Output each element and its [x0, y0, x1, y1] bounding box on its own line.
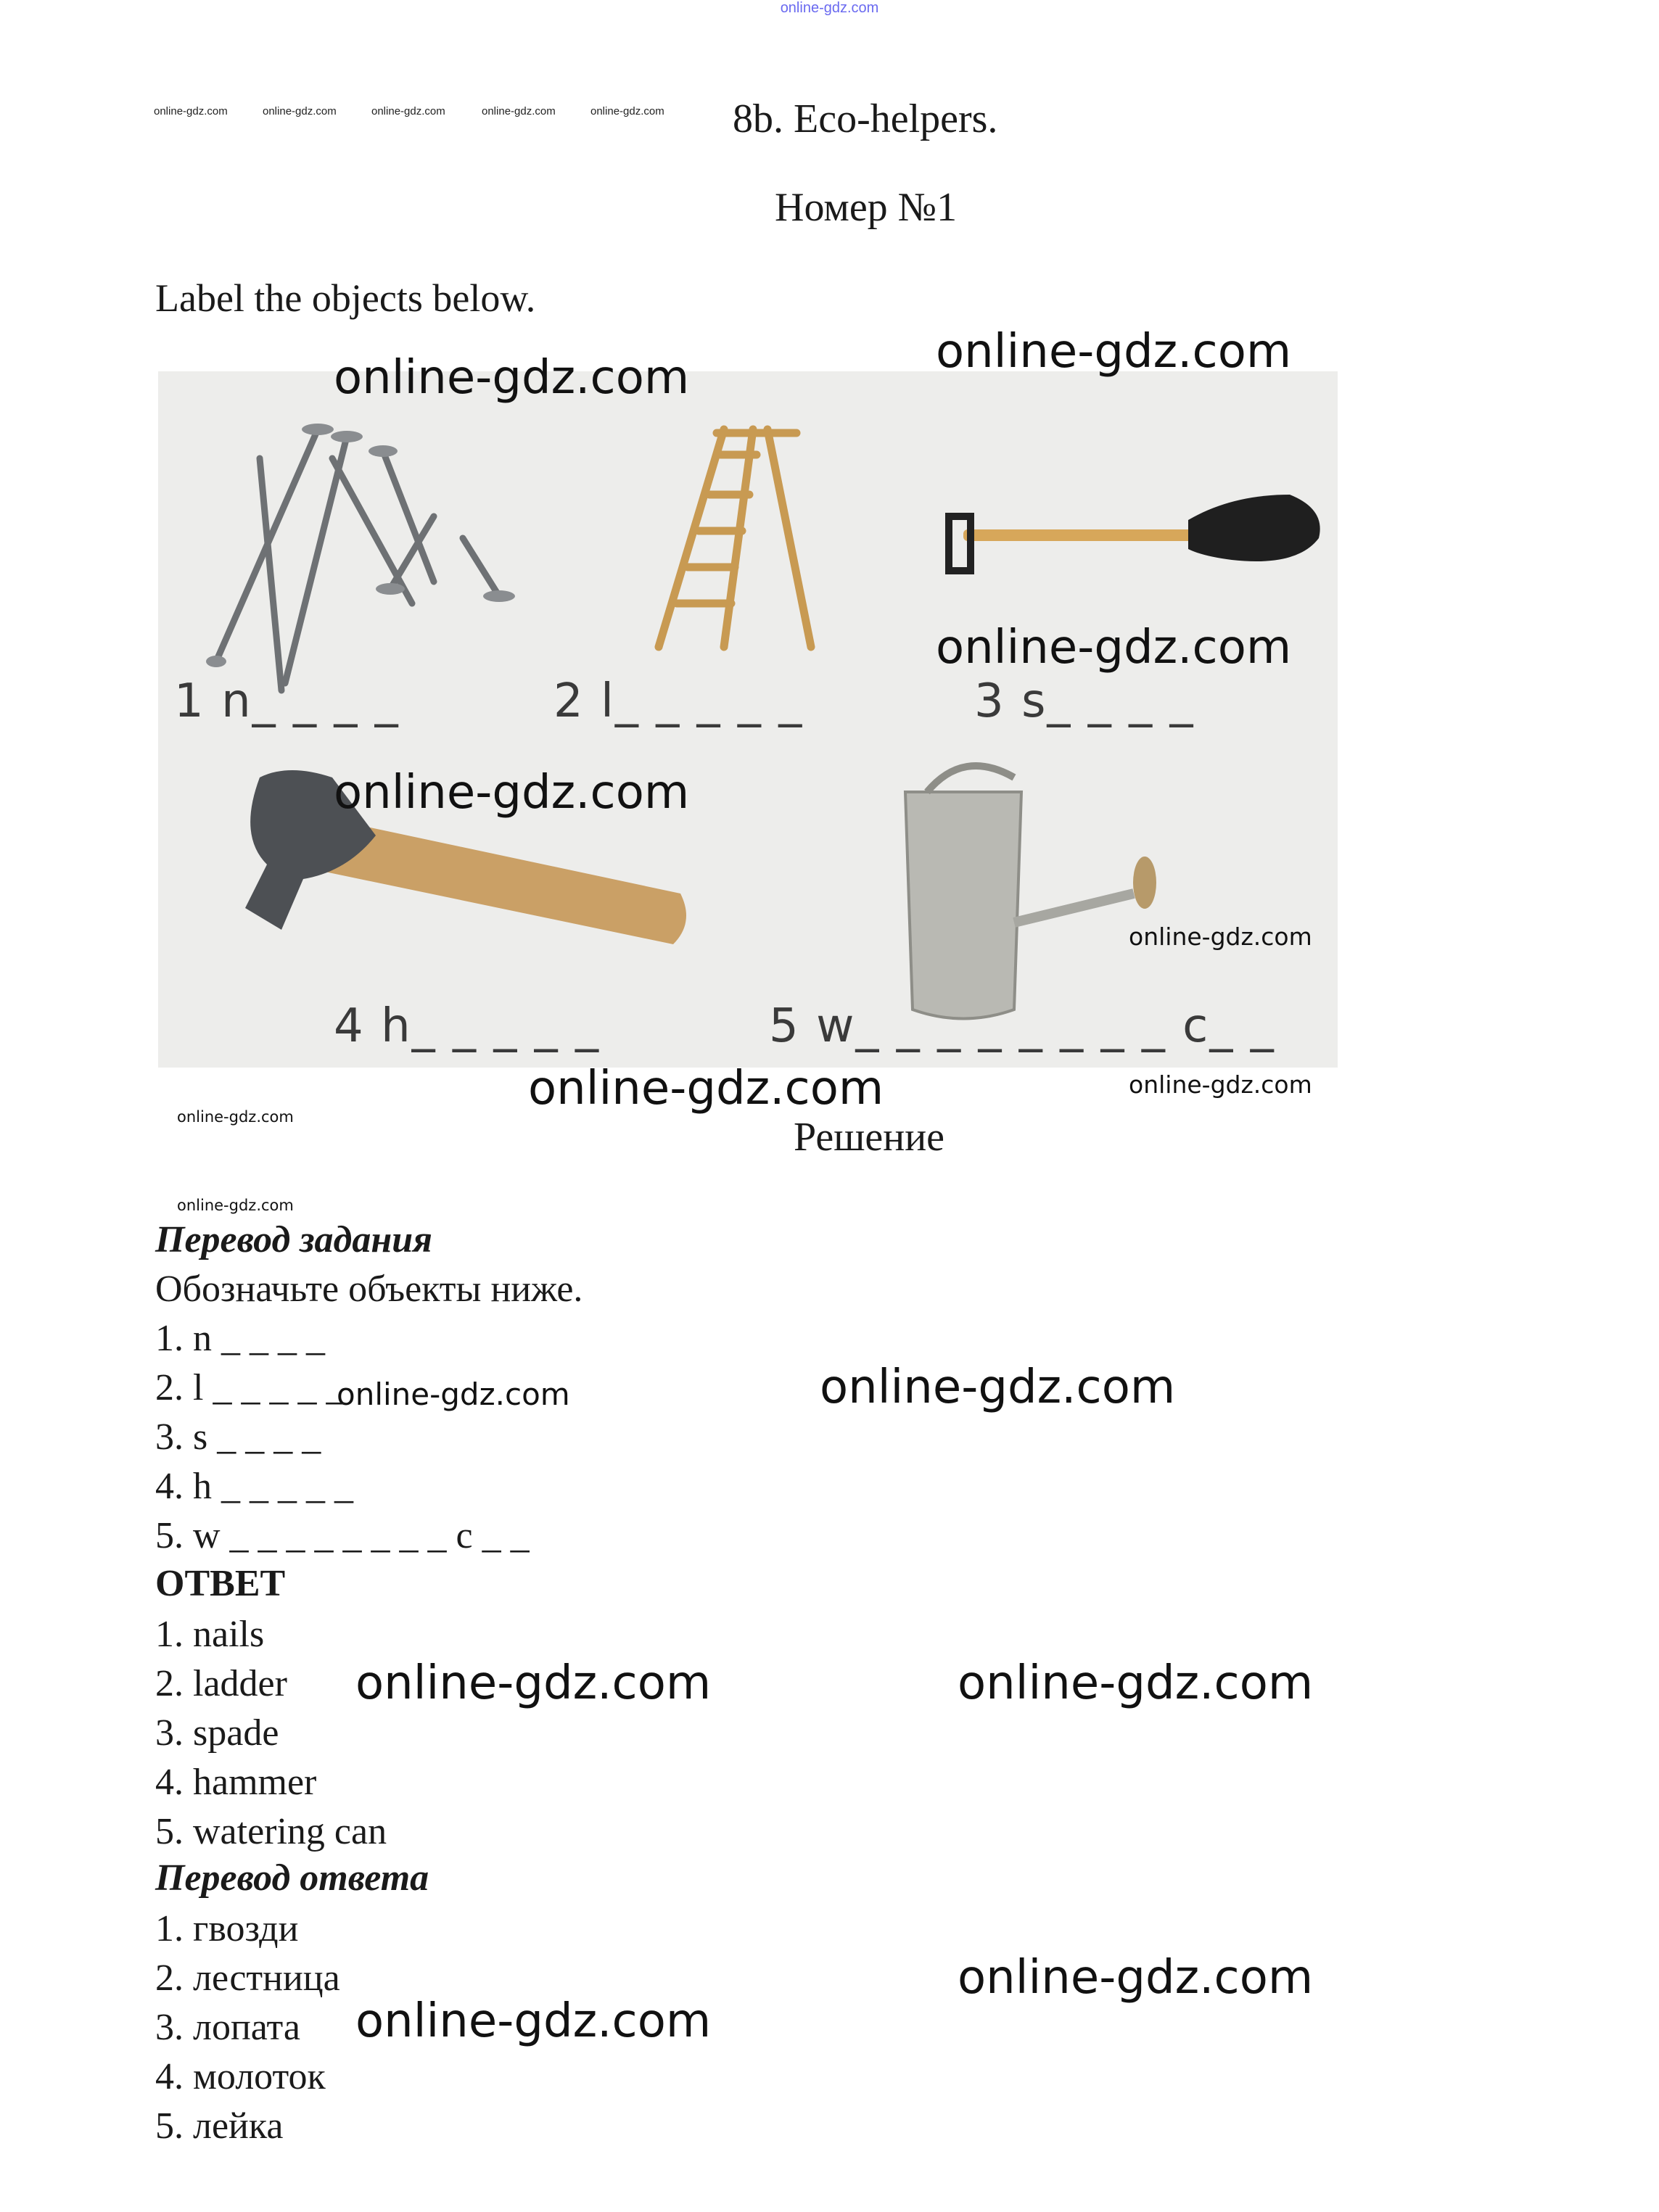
answer-translation-heading: Перевод ответа [155, 1857, 429, 1899]
translation-heading: Перевод задания [155, 1219, 432, 1260]
task-label-2: 2 l_ _ _ _ _ [553, 674, 804, 728]
watering-can-illustration [905, 766, 1156, 1019]
task-instruction: Label the objects below. [155, 276, 536, 320]
watermark: online-gdz.com [820, 1361, 1176, 1414]
watermark: online-gdz.com [334, 351, 690, 405]
task-label-3: 3 s_ _ _ _ [974, 674, 1195, 728]
page-title: 8b. Eco-helpers. [733, 96, 998, 141]
solution-heading: Решение [794, 1115, 945, 1160]
watermark-top: online-gdz.com [780, 0, 879, 16]
list-item: 1. nails [155, 1614, 265, 1655]
watermark: online-gdz.com [1129, 923, 1312, 951]
spade-illustration [949, 495, 1320, 571]
watermark: online-gdz.com [1129, 1070, 1312, 1099]
watermark: online-gdz.com [177, 1108, 294, 1126]
task-label-5: 5 w_ _ _ _ _ _ _ _ c_ _ [769, 999, 1275, 1053]
answers-list [155, 1610, 387, 1857]
watermark: online-gdz.com [355, 1994, 712, 2048]
watermark-tiny: online-gdz.com [263, 105, 337, 117]
exercise-number: Номер №1 [775, 185, 958, 230]
translation-text: Обозначьте объекты ниже. [155, 1268, 583, 1310]
answer-heading: ОТВЕТ [155, 1563, 286, 1604]
watermark-tiny: online-gdz.com [590, 105, 664, 117]
list-item: 1. гвозди [155, 1908, 299, 1949]
task-label-4: 4 h_ _ _ _ _ [334, 999, 600, 1053]
list-item: 5. w _ _ _ _ _ _ _ _ c _ _ [155, 1515, 530, 1556]
list-item: 5. лейка [155, 2105, 284, 2147]
watermark: online-gdz.com [355, 1656, 712, 1710]
task-label-1: 1 n_ _ _ _ [174, 674, 400, 728]
watermark: online-gdz.com [958, 1656, 1314, 1710]
task-items-list [155, 1314, 530, 1561]
list-item: 4. h _ _ _ _ _ [155, 1466, 353, 1507]
list-item: 4. молоток [155, 2056, 326, 2097]
watermark-tiny: online-gdz.com [482, 105, 556, 117]
watermark: online-gdz.com [528, 1062, 884, 1115]
watermark-tiny: online-gdz.com [371, 105, 445, 117]
exercise-image [158, 371, 1338, 1068]
list-item: 3. лопата [155, 2007, 300, 2048]
ladder-illustration [659, 429, 811, 647]
watermark: online-gdz.com [958, 1951, 1314, 2005]
watermark: online-gdz.com [337, 1377, 570, 1412]
list-item: 3. s _ _ _ _ [155, 1416, 321, 1458]
watermark: online-gdz.com [936, 621, 1292, 674]
list-item: 5. watering can [155, 1811, 387, 1852]
watermark: online-gdz.com [177, 1197, 294, 1214]
watermark: online-gdz.com [334, 766, 690, 820]
answer-translations-list [155, 1904, 340, 2151]
list-item: 1. n _ _ _ _ [155, 1318, 325, 1359]
list-item: 3. spade [155, 1712, 279, 1754]
list-item: 4. hammer [155, 1762, 317, 1803]
watermark: online-gdz.com [936, 325, 1292, 379]
nails-illustration [206, 424, 515, 690]
watermark-tiny: online-gdz.com [154, 105, 228, 117]
list-item: 2. ladder [155, 1663, 287, 1704]
list-item: 2. лестница [155, 1957, 340, 1999]
list-item: 2. l _ _ _ _ _ [155, 1367, 345, 1408]
